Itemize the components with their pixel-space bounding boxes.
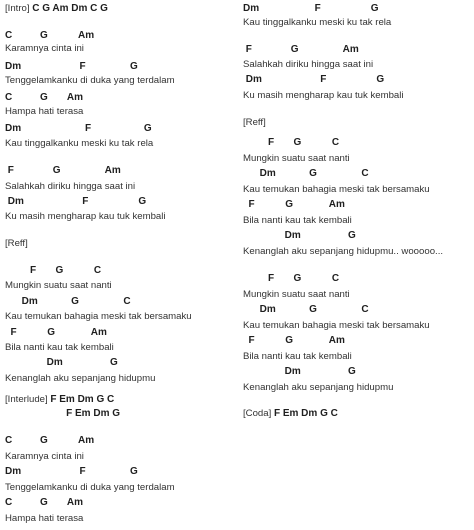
- chord-line: Dm G: [5, 357, 118, 368]
- chord-line: Dm F G: [243, 3, 379, 14]
- lyric-line: Kau tinggalkanku meski ku tak rela: [243, 17, 392, 28]
- lyric-line: Kenanglah aku sepanjang hidupmu: [5, 373, 156, 384]
- chord-line: F Em Dm G C: [50, 394, 115, 405]
- lyric-line: Bila nanti kau tak kembali: [243, 351, 352, 362]
- chord-line: Dm F G: [5, 196, 147, 207]
- chord-line: Dm F G: [243, 74, 385, 85]
- chord-line: F G Am: [243, 199, 345, 210]
- section-label-reff: [Reff]: [5, 238, 28, 249]
- lyric-line: Ku masih mengharap kau tuk kembali: [5, 211, 166, 222]
- chord-line: F G Am: [243, 335, 345, 346]
- chord-line: Dm G C: [5, 296, 131, 307]
- chord-line: C G Am Dm C G: [32, 3, 108, 14]
- section-label-coda: [Coda] F Em Dm G C: [243, 408, 338, 419]
- lyric-line: Tenggelamkanku di duka yang terdalam: [5, 482, 175, 493]
- chord-line: C G Am: [5, 435, 95, 446]
- lyric-line: Tenggelamkanku di duka yang terdalam: [5, 75, 175, 86]
- lyric-line: Bila nanti kau tak kembali: [5, 342, 114, 353]
- lyric-line: Salahkah diriku hingga saat ini: [243, 59, 374, 70]
- chord-line: Dm G C: [243, 304, 369, 315]
- chord-line: F G C: [5, 265, 102, 276]
- chord-line: F G C: [243, 137, 340, 148]
- chord-line: F Em Dm G C: [273, 408, 338, 419]
- lyric-line: Salahkah diriku hingga saat ini: [5, 181, 136, 192]
- lyric-line: Hampa hati terasa: [5, 106, 84, 117]
- lyric-line: Karamnya cinta ini: [5, 43, 84, 54]
- lyric-line: Kenanglah aku sepanjang hidupmu.. wooooo...: [243, 246, 444, 257]
- chord-line: C G Am: [5, 497, 83, 508]
- chord-line: Dm F G: [5, 123, 152, 134]
- chord-line: Dm G C: [243, 168, 369, 179]
- section-label-intro: [Intro] C G Am Dm C G: [5, 3, 108, 14]
- chord-line: Dm F G: [5, 61, 138, 72]
- lyric-line: Karamnya cinta ini: [5, 451, 84, 462]
- chord-line: C G Am: [5, 30, 95, 41]
- chord-line: F Em Dm G: [5, 408, 121, 419]
- lyric-line: Kau tinggalkanku meski ku tak rela: [5, 138, 154, 149]
- lyric-line: Kau temukan bahagia meski tak bersamaku: [243, 184, 430, 195]
- chord-line: Dm G: [243, 366, 356, 377]
- chord-line: Dm G: [243, 230, 356, 241]
- lyric-line: Bila nanti kau tak kembali: [243, 215, 352, 226]
- chord-line: Dm F G: [5, 466, 138, 477]
- section-label-interlude: [Interlude] F Em Dm G C: [5, 394, 115, 405]
- chord-line: F G Am: [5, 327, 107, 338]
- section-label-reff: [Reff]: [243, 117, 266, 128]
- chord-line: F G Am: [243, 44, 359, 55]
- chord-line: F G C: [243, 273, 340, 284]
- lyric-line: Kenanglah aku sepanjang hidupmu: [243, 382, 394, 393]
- lyric-line: Ku masih mengharap kau tuk kembali: [243, 90, 404, 101]
- lyric-line: Hampa hati terasa: [5, 513, 84, 524]
- lyric-line: Mungkin suatu saat nanti: [243, 153, 350, 164]
- chord-line: C G Am: [5, 92, 83, 103]
- chord-line: F G Am: [5, 165, 121, 176]
- lyric-line: Mungkin suatu saat nanti: [243, 289, 350, 300]
- lyric-line: Mungkin suatu saat nanti: [5, 280, 112, 291]
- lyric-line: Kau temukan bahagia meski tak bersamaku: [243, 320, 430, 331]
- lyric-line: Kau temukan bahagia meski tak bersamaku: [5, 311, 192, 322]
